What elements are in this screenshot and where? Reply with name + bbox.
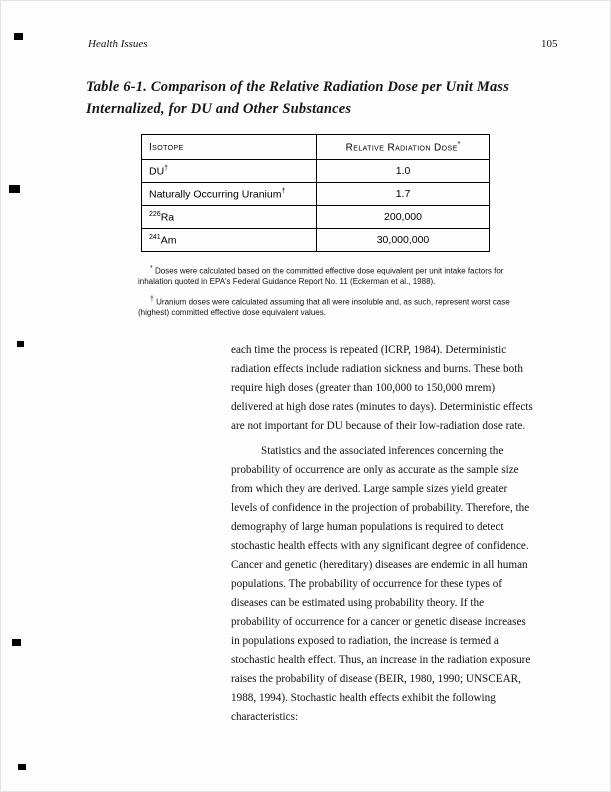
dose-cell: 1.7 — [395, 188, 411, 200]
page-number: 105 — [541, 38, 558, 50]
isotope-label: $^{241}$Am — [149, 233, 177, 247]
scan-artifact — [9, 185, 20, 193]
footnote-text: Doses were calculated based on the committed effective dose equivalent per unit intake factors for inhalation quoted in EPA's Federal Guidance Report No. 11 (Eckerman et al., 1988). — [138, 266, 504, 287]
scan-artifact — [17, 341, 24, 347]
table-row — [142, 228, 489, 251]
body-text — [231, 341, 533, 727]
isotope-label: $^{226}$Ra — [149, 210, 175, 224]
column-header-dose-label: Relative Radiation Dose* — [345, 140, 461, 154]
table-title-line2: Internalized, for DU and Other Substances — [86, 101, 352, 117]
paragraph-stochastic: Statistics and the associated inferences concerning the probability of occurrence are only as accurate as the sample size from which they are derived. Large sample sizes yield greater levels of confidence in the projection of probability. Therefore, the demography of large human populations is required to detect stochastic health effects with any significant degree of confidence. Cancer and genetic (hereditary) diseases are endemic in all human populations. The probability of occurrence for these types of diseases can be estimated using probability theory. If the probability of occurrence for a cancer or genetic disease increases in populations exposed to radiation, the increase is termed a stochastic health effect. Thus, an increase in the radiation exposure raises the probability of disease (BEIR, 1980, 1990; UNSCEAR, 1988, 1994). Stochastic health effects exhibit the following characteristics: — [231, 445, 531, 723]
column-header-isotope-label: Isotope — [149, 141, 184, 153]
dose-comparison-table — [141, 134, 490, 252]
column-header-isotope — [142, 135, 317, 159]
table-title — [86, 76, 556, 120]
table-title-line1: Table 6-1. Comparison of the Relative Radiation Dose per Unit Mass — [86, 79, 510, 95]
table-row — [142, 159, 489, 182]
dose-cell: 200,000 — [384, 211, 422, 223]
isotope-cell — [142, 206, 317, 228]
table-row — [142, 182, 489, 205]
isotope-label: Naturally Occurring Uranium† — [149, 187, 286, 201]
scan-artifact — [14, 33, 23, 40]
paragraph-deterministic: each time the process is repeated (ICRP, 1984). Deterministic radiation effects include radiation sickness and burns. These both require high doses (greater than 100,000 to 150,000 mrem) delivered at high dose rates (minutes to days). Deterministic effects are not important for DU because of their low-radiation dose rate. — [231, 344, 533, 432]
isotope-label: DU† — [149, 164, 169, 178]
running-header-title: Health Issues — [88, 38, 148, 50]
table-row — [142, 205, 489, 228]
footnote-uranium — [138, 295, 512, 319]
dose-cell: 1.0 — [395, 165, 411, 177]
table-header-row — [142, 135, 489, 159]
footnote-marker: † — [150, 295, 154, 303]
isotope-cell — [142, 160, 317, 182]
isotope-cell — [142, 183, 317, 205]
footnote-marker: * — [150, 265, 153, 272]
scan-artifact — [18, 764, 26, 770]
column-header-dose — [317, 135, 489, 159]
footnote-text: Uranium doses were calculated assuming that all were insoluble and, as such, represent worst case (highest) committed effective dose equivalent values. — [138, 297, 510, 317]
dose-cell: 30,000,000 — [376, 234, 430, 246]
table-footnotes — [138, 264, 512, 325]
footnote-doses — [138, 264, 512, 288]
scan-artifact — [12, 639, 21, 646]
isotope-cell — [142, 229, 317, 251]
